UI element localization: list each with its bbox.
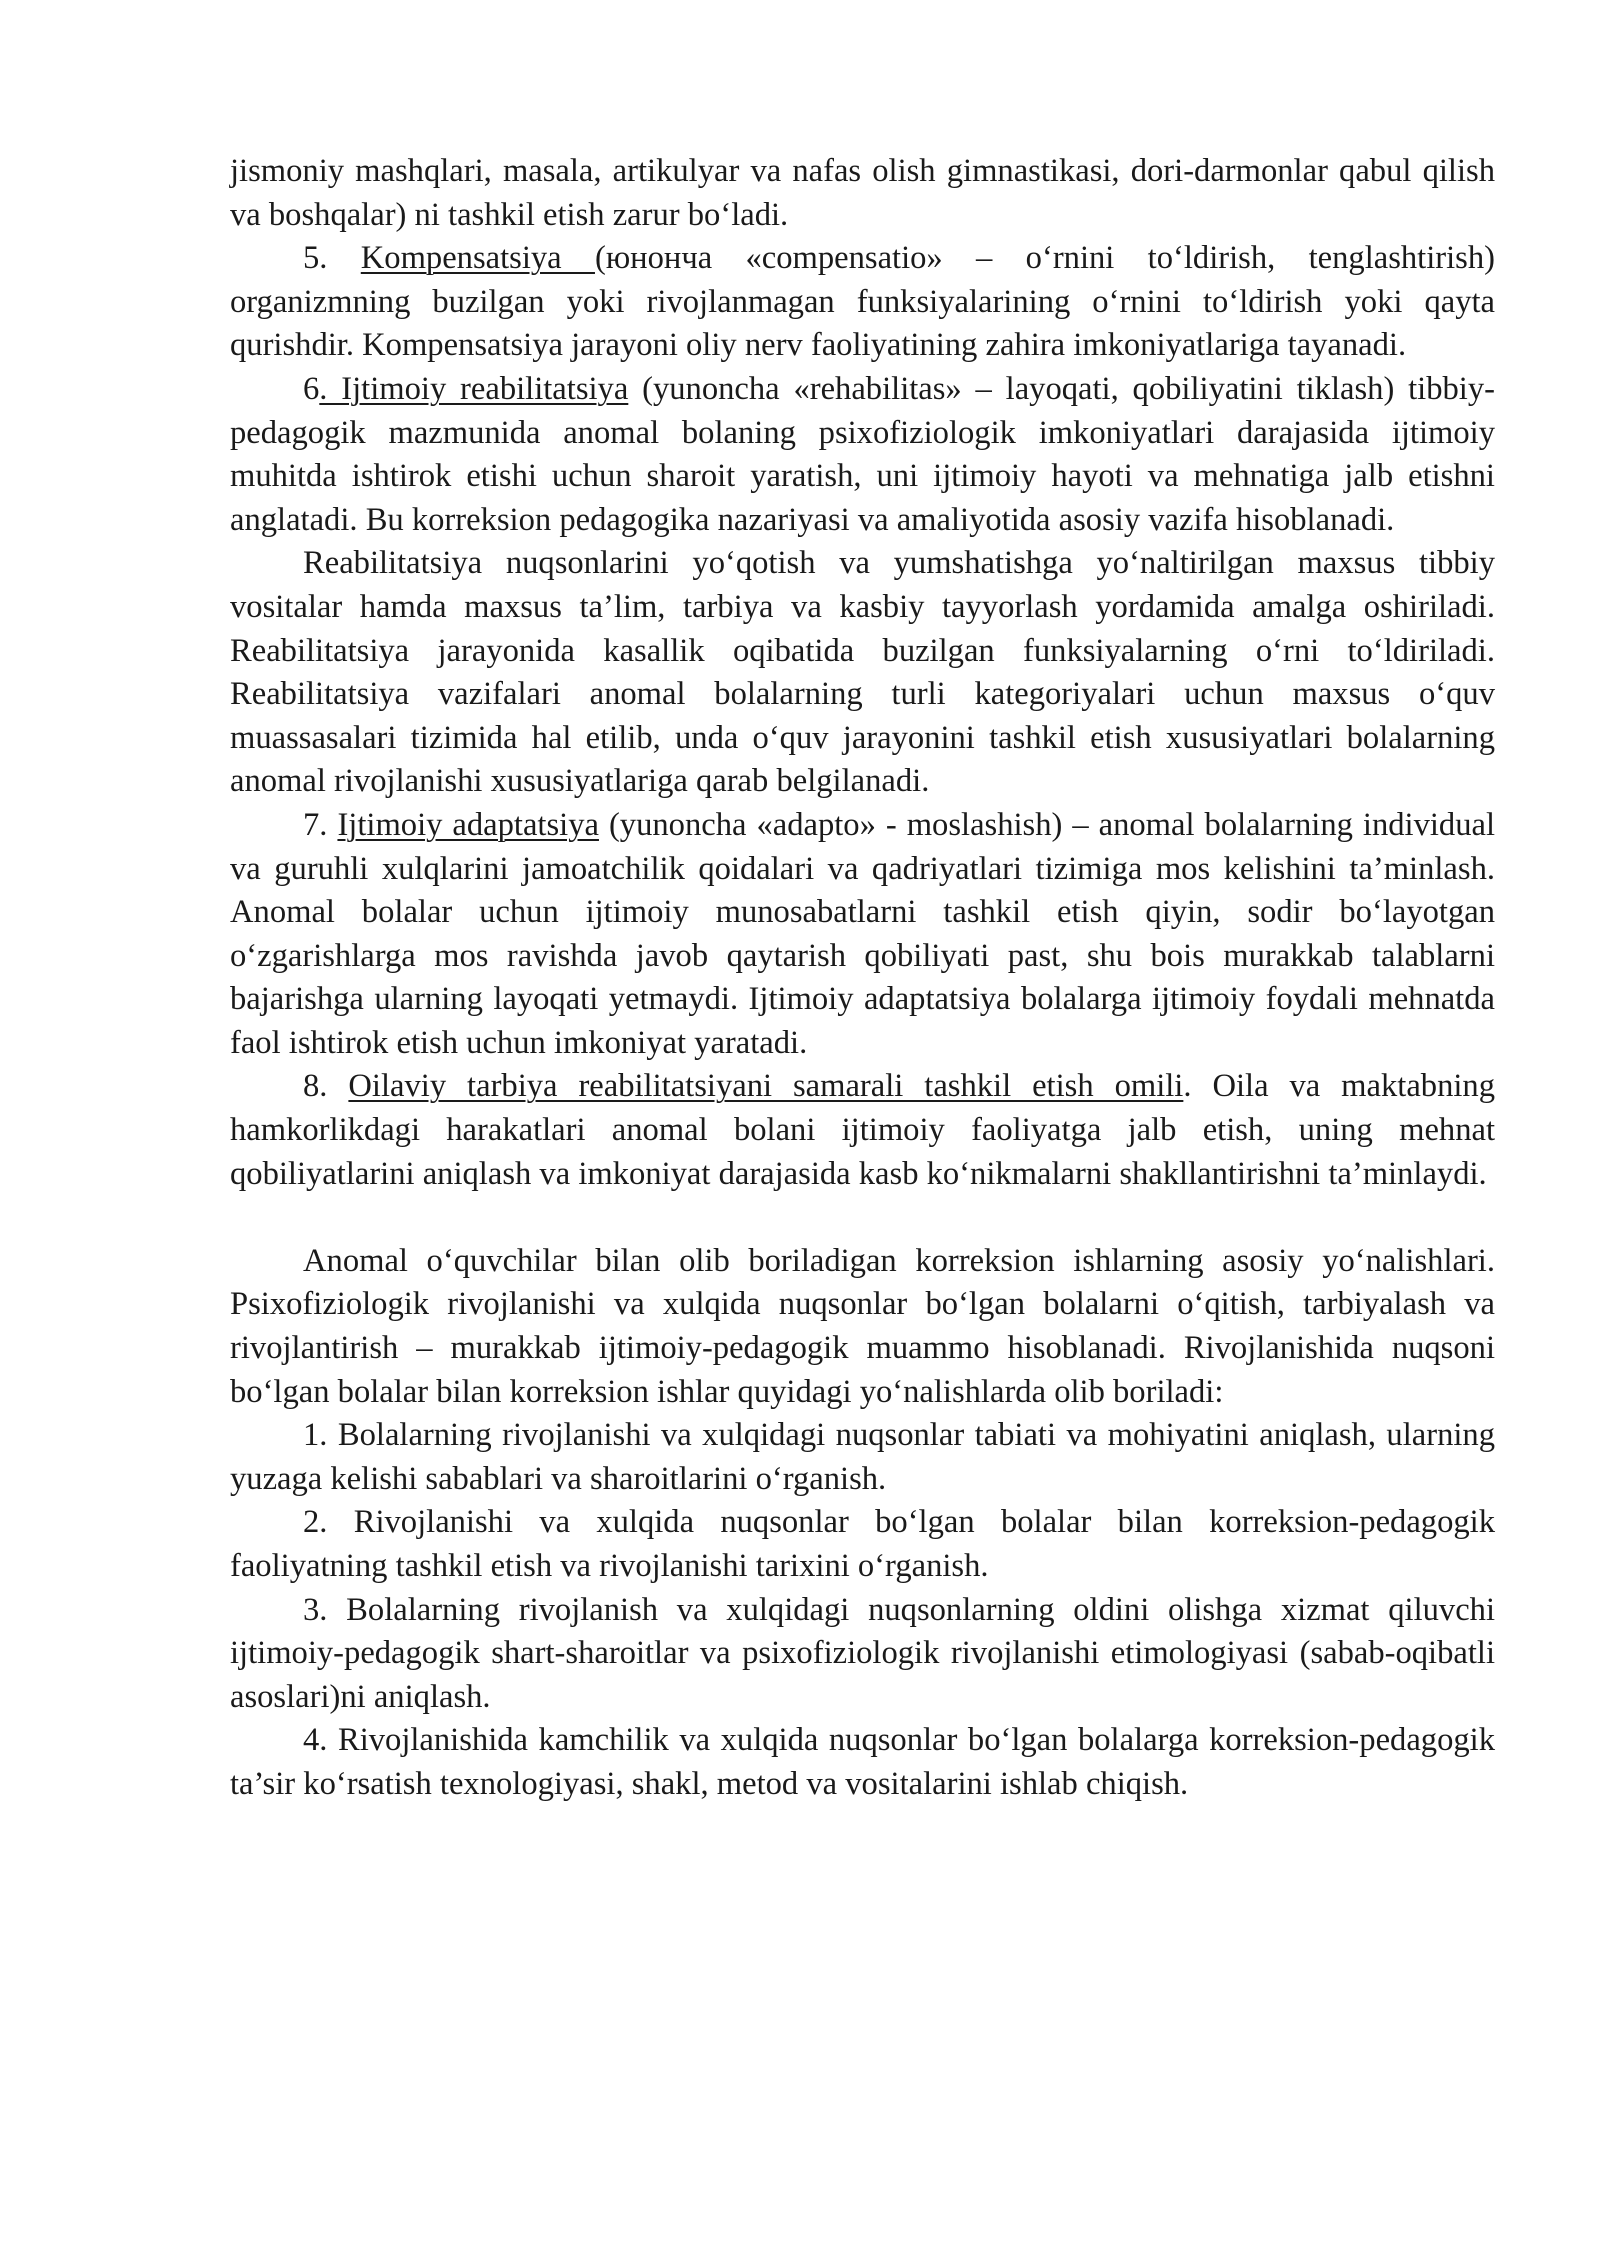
list-item <box>230 1719 1495 1806</box>
list-number: 6 <box>303 370 320 407</box>
paragraph-text: Anomal o‘quvchilar bilan olib boriladigan korreksion ishlarning asosiy yo‘nalishlari. Psixofiziologik rivojlanishi va xulqida nuqsonlar bo‘lgan bolalarni o‘qitish, tarbiyalash va rivojlantirish – murakkab ijtimoiy-pedagogik muammo hisoblanadi. Rivojlanishida nuqsoni bo‘lgan bolalar bilan korreksion ishlar quyidagi yo‘nalishlarda olib boriladi: <box>230 1242 1495 1410</box>
paragraph-ijtimoiy-adaptatsiya <box>230 804 1495 1066</box>
list-number: 8. <box>303 1068 349 1105</box>
document-page <box>230 150 1495 1807</box>
paragraph <box>230 542 1495 804</box>
paragraph-text: . Oila va maktabning hamkorlikdagi harakatlari anomal bolani ijtimoiy faoliyatga jalb etish, uning mehnat qobiliyatlarini aniqlash va imkoniyat darajasida kasb ko‘nikmalarni shakllantirishni ta’minlaydi. <box>230 1068 1495 1192</box>
list-number: 5. <box>303 240 361 277</box>
underlined-term: . Ijtimoiy reabilitatsiya <box>319 370 629 407</box>
list-item <box>230 1414 1495 1501</box>
paragraph-text: 4. Rivojlanishida kamchilik va xulqida nuqsonlar bo‘lgan bolalarga korreksion-pedagogik ta’sir ko‘rsatish texnologiyasi, shakl, metod va vositalarini ishlab chiqish. <box>230 1722 1495 1802</box>
paragraph <box>230 150 1495 237</box>
paragraph-text: Reabilitatsiya nuqsonlarini yo‘qotish va yumshatishga yo‘naltirilgan maxsus tibbiy vositalar hamda maxsus ta’lim, tarbiya va kasbiy tayyorlash yordamida amalga oshiriladi. Reabilitatsiya jarayonida kasallik oqibatida buzilgan funksiyalarning o‘rni to‘ldiriladi. Reabilitatsiya vazifalari anomal bolalarning turli kategoriyalari uchun maxsus o‘quv muassasalari tizimida hal etilib, unda o‘quv jarayonini tashkil etish xususiyatlari bolalarning anomal rivojlanishi xususiyatlariga qarab belgilanadi. <box>230 545 1495 800</box>
underlined-term: Oilaviy tarbiya reabilitatsiyani samarali tashkil etish omili <box>348 1068 1184 1105</box>
paragraph-text: (yunoncha «rehabilitas» – layoqati, qobiliyatini tiklash) tibbiy-pedagogik mazmunida anomal bolaning psixofiziologik imkoniyatlari darajasida ijtimoiy muhitda ishtirok etishi uchun sharoit yaratish, uni ijtimoiy hayoti va mehnatiga jalb etishni anglatadi. Bu korreksion pedagogika nazariyasi va amaliyotida asosiy vazifa hisoblanadi. <box>230 370 1495 538</box>
paragraph-text: 2. Rivojlanishi va xulqida nuqsonlar bo‘lgan bolalar bilan korreksion-pedagogik faoliyatning tashkil etish va rivojlanishi tarixini o‘rganish. <box>230 1504 1495 1584</box>
underlined-term: Ijtimoiy adaptatsiya <box>337 806 599 843</box>
list-item <box>230 1501 1495 1588</box>
list-number: 7. <box>303 806 338 843</box>
paragraph-text: 1. Bolalarning rivojlanishi va xulqidagi nuqsonlar tabiati va mohiyatini aniqlash, ularning yuzaga kelishi sabablari va sharoitlarini o‘rganish. <box>230 1417 1495 1497</box>
paragraph-text: (yunoncha «adapto» - moslashish) – anomal bolalarning individual va guruhli xulqlarini jamoatchilik qoidalari va qadriyatlari tizimiga mos kelishini ta’minlash. Anomal bolalar uchun ijtimoiy munosabatlarni tashkil etish qiyin, sodir bo‘layotgan o‘zgarishlarga mos ravishda javob qaytarish qobiliyati past, shu bois murakkab talablarni bajarishga ularning layoqati yetmaydi. Ijtimoiy adaptatsiya bolalarga ijtimoiy foydali mehnatda faol ishtirok etish uchun imkoniyat yaratadi. <box>230 806 1496 1061</box>
paragraph-text: 3. Bolalarning rivojlanish va xulqidagi nuqsonlarning oldini olishga xizmat qiluvchi ijtimoiy-pedagogik shart-sharoitlar va psixofiziologik rivojlanishi etimologiyasi (sabab-oqibatli asoslari)ni aniqlash. <box>230 1591 1495 1715</box>
paragraph-ijtimoiy-reabilitatsiya <box>230 368 1495 542</box>
paragraph-text: jismoniy mashqlari, masala, artikulyar va nafas olish gimnastikasi, dori-darmonlar qabul qilish va boshqalar) ni tashkil etish zarur bo‘ladi. <box>230 153 1495 233</box>
paragraph-oilaviy-tarbiya <box>230 1065 1495 1196</box>
underlined-term: Kompensatsiya <box>360 240 595 277</box>
paragraph-text: (юнонча «compensatio» – o‘rnini to‘ldirish, tenglashtirish) organizmning buzilgan yoki rivojlanmagan funksiyalarining o‘rnini to‘ldirish yoki qayta qurishdir. Kompensatsiya jarayoni oliy nerv faoliyatining zahira imkoniyatlariga tayanadi. <box>230 240 1495 364</box>
paragraph-korreksion-yonalishlar <box>230 1240 1495 1414</box>
paragraph-kompensatsiya <box>230 237 1495 368</box>
blank-line <box>230 1196 1495 1240</box>
list-item <box>230 1589 1495 1720</box>
